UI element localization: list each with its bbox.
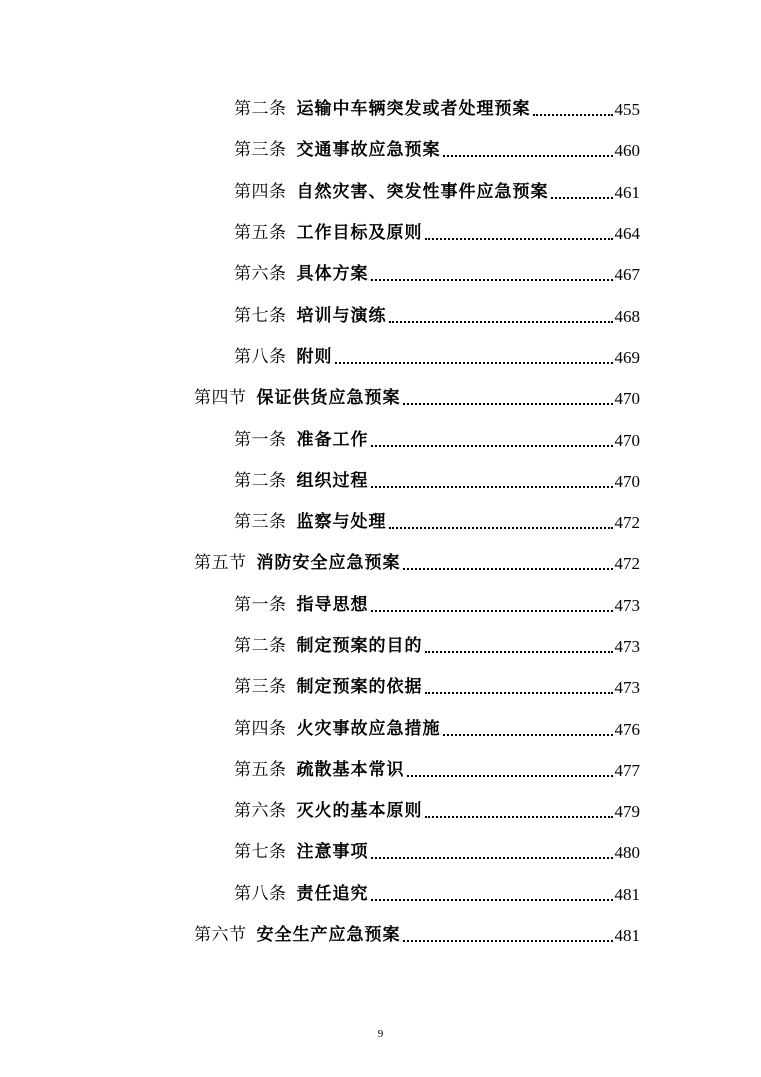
toc-entry-number: 第五条 [234,759,287,780]
toc-entry-page: 476 [614,719,640,739]
toc-article-entry[interactable] [0,461,640,502]
toc-entry-page: 470 [614,430,640,450]
toc-entry-title: 自然灾害、突发性事件应急预案 [296,181,549,202]
toc-entry-page: 464 [614,224,640,244]
toc-entry-page: 460 [614,141,640,161]
dot-leader [407,758,613,777]
toc-article-entry[interactable] [0,874,640,915]
toc-article-entry[interactable] [0,585,640,626]
toc-entry-page: 455 [614,100,640,120]
toc-article-entry[interactable] [0,254,640,295]
toc-entry-page: 473 [614,595,640,615]
dot-leader [443,138,613,157]
dot-leader [371,428,613,447]
toc-article-entry[interactable] [0,832,640,873]
toc-entry-page: 470 [614,389,640,409]
toc-entry-title: 灭火的基本原则 [296,801,423,822]
dot-leader [371,262,613,281]
toc-article-entry[interactable] [0,213,640,254]
toc-article-entry[interactable] [0,626,640,667]
dot-leader [533,97,613,116]
toc-entry-number: 第六条 [234,264,287,285]
toc-entry-number: 第六节 [194,925,247,946]
toc-entry-title: 责任追究 [296,883,369,904]
toc-section-entry[interactable] [0,915,640,956]
dot-leader [425,221,613,240]
toc-entry-title: 组织过程 [296,470,369,491]
toc-article-entry[interactable] [0,89,640,130]
toc-entry-title: 指导思想 [296,594,369,615]
toc-entry-title: 交通事故应急预案 [296,140,441,161]
toc-entry-title: 运输中车辆突发或者处理预案 [296,99,531,120]
toc-entry-title: 工作目标及原则 [296,223,423,244]
toc-entry-page: 480 [614,843,640,863]
toc-entry-number: 第七条 [234,842,287,863]
toc-article-entry[interactable] [0,295,640,336]
toc-entry-title: 培训与演练 [296,305,387,326]
toc-entry-number: 第一条 [234,594,287,615]
toc-entry-number: 第二条 [234,636,287,656]
dot-leader [425,634,613,653]
toc-entry-number: 第三条 [234,512,287,533]
page-number: 9 [377,1028,384,1040]
toc-entry-page: 461 [614,182,640,202]
dot-leader [443,717,613,736]
dot-leader [371,593,613,612]
dot-leader [551,180,613,199]
toc-entry-page: 472 [614,554,640,574]
toc-entry-number: 第四节 [194,388,247,409]
dot-leader [403,551,613,570]
toc-entry-page: 481 [614,926,640,946]
toc-entry-number: 第一条 [234,429,287,450]
toc-entry-title: 附则 [296,346,333,367]
dot-leader [389,510,613,529]
toc-entry-page: 473 [614,678,640,698]
dot-leader [403,923,613,942]
toc-section-entry[interactable] [0,543,640,584]
dot-leader [371,882,613,901]
toc-article-entry[interactable] [0,750,640,791]
toc-entry-number: 第三条 [234,677,287,698]
toc-entry-title: 火灾事故应急措施 [296,718,441,739]
toc-entry-page: 479 [614,802,640,822]
toc-article-entry[interactable] [0,502,640,543]
toc-entry-page: 481 [614,884,640,904]
toc-entry-page: 468 [614,306,640,326]
toc-entry-title: 消防安全应急预案 [256,553,401,574]
toc-section-entry[interactable] [0,378,640,419]
toc-entry-number: 第三条 [234,140,287,161]
toc-article-entry[interactable] [0,708,640,749]
toc-entry-page: 472 [614,513,640,533]
toc-entry-title: 疏散基本常识 [296,759,405,780]
dot-leader [425,799,613,818]
toc-entry-page: 473 [614,637,640,656]
toc-entry-number: 第四条 [234,181,287,202]
toc-entry-title: 监察与处理 [296,512,387,533]
toc-article-entry[interactable] [0,419,640,460]
dot-leader [371,469,613,488]
toc-entry-number: 第二条 [234,99,287,120]
dot-leader [425,675,613,694]
toc-entry-page: 470 [614,471,640,491]
toc-entry-number: 第五节 [194,553,247,574]
toc-entry-number: 第七条 [234,305,287,326]
dot-leader [371,840,613,859]
toc-entry-number: 第八条 [234,346,287,367]
toc-entry-title: 安全生产应急预案 [256,925,401,946]
toc-entry-number: 第八条 [234,883,287,904]
toc-entry-number: 第六条 [234,801,287,822]
toc-entry-title: 注意事项 [296,842,369,863]
dot-leader [335,345,613,364]
table-of-contents [0,89,761,956]
toc-article-entry[interactable] [0,667,640,708]
toc-article-entry[interactable] [0,337,640,378]
toc-entry-title: 具体方案 [296,264,369,285]
toc-article-entry[interactable] [0,130,640,171]
toc-article-entry[interactable] [0,791,640,832]
toc-entry-page: 469 [614,347,640,367]
toc-entry-title: 准备工作 [296,429,369,450]
dot-leader [403,386,613,405]
toc-entry-title: 制定预案的依据 [296,677,423,698]
toc-article-entry[interactable] [0,172,640,213]
toc-entry-number: 第五条 [234,223,287,244]
toc-entry-number: 第二条 [234,470,287,491]
toc-entry-number: 第四条 [234,718,287,739]
toc-entry-title: 制定预案的目的 [296,636,423,656]
toc-entry-page: 467 [614,265,640,285]
toc-entry-page: 477 [614,760,640,780]
dot-leader [389,304,613,323]
toc-entry-title: 保证供货应急预案 [256,388,401,409]
